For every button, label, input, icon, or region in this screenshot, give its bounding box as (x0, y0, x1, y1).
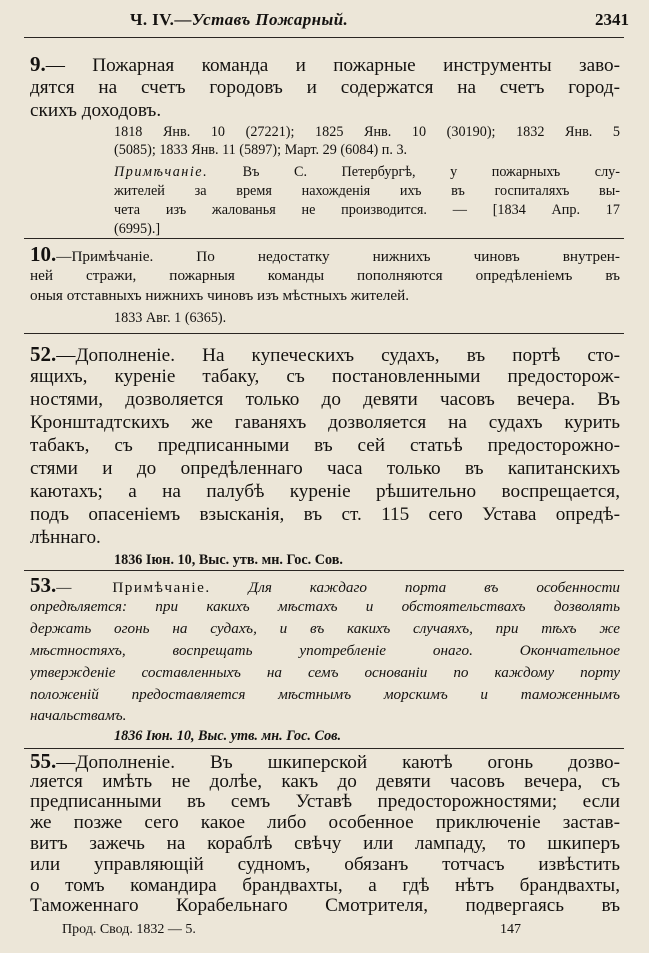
article-text-line: о томъ командира брандвахты, а гдѣ нѣтъ брандвахты, (30, 876, 620, 896)
note-line: (6995).] (114, 222, 161, 237)
article-text-line: лѣннаго. (30, 528, 101, 548)
citation-line: 1836 Іюн. 10, Выс. утв. мн. Гос. Сов. (114, 553, 343, 568)
article-text-line: 53.— Примѣчаніе. Для каждаго порта въ особенности (30, 575, 620, 596)
section-rule (24, 748, 624, 749)
running-header (0, 10, 649, 34)
note-line: Примѣчаніе. Въ С. Петербургѣ, у пожарныхъ слу- (114, 165, 620, 180)
section-rule (24, 333, 624, 334)
article-text-line: ней стражи, пожарныя команды пополняются опредѣленіемъ въ (30, 268, 620, 284)
article-text-line: положеній предоставляется мѣстнымъ морскимъ и таможеннымъ (30, 687, 620, 703)
article-text-line: Кронштадтскихъ же гаваняхъ дозволяется на судахъ курить (30, 413, 620, 433)
article-number: 9. (30, 54, 46, 76)
footer-page-number: 147 (500, 922, 521, 937)
article-text-line: скихъ доходовъ. (30, 101, 162, 121)
article-text-line: мѣстностяхъ, воспрещать употребленіе онаго. Окончательное (30, 643, 620, 659)
footer-signature: Прод. Свод. 1832 — 5. (62, 922, 196, 937)
note-line: жителей за время нахожденія ихъ въ госпиталяхъ вы- (114, 184, 620, 199)
article-text-line: или управляющій судномъ, обязанъ тотчасъ извѣстить (30, 855, 620, 875)
article-number: 55. (30, 751, 57, 773)
header-chapter: Ч. IV.— (130, 10, 192, 29)
article-text-line: 52.—Дополненіе. На купеческихъ судахъ, въ портѣ сто- (30, 344, 620, 366)
citation-line: 1836 Іюн. 10, Выс. утв. мн. Гос. Сов. (114, 729, 342, 744)
article-text-line: оныя отставныхъ нижнихъ чиновъ изъ мѣстныхъ жителей. (30, 288, 409, 304)
article-text-line: табакъ, съ предписанными въ сей статьѣ предосторожно- (30, 436, 620, 456)
article-text-line: опредѣляется: при какихъ мѣстахъ и обстоятельствахъ дозволять (30, 599, 620, 615)
article-text-line: ляется имѣть не долѣе, какъ до девяти часовъ вечера, съ (30, 772, 620, 792)
citation-line: 1833 Авг. 1 (6365). (114, 311, 227, 326)
section-rule (24, 570, 624, 571)
article-text-line: ностями, дозволяется только до девяти часовъ вечера. Въ (30, 390, 620, 410)
article-number: 53. (30, 575, 57, 596)
header-title (130, 10, 348, 30)
article-text-line: держать огонь на судахъ, и въ какихъ случаяхъ, при тѣхъ же (30, 621, 620, 637)
note-label: — Примѣчаніе. (56, 579, 211, 596)
article-text-line: дятся на счетъ городовъ и содержатся на счетъ город- (30, 78, 620, 98)
note-line: чета изъ жалованья не производится. — [1834 Апр. 17 (114, 203, 620, 218)
article-text-line: же позже сего какое либо особенное приключеніе застав- (30, 813, 620, 833)
article-text-line: 55.—Дополненіе. Въ шкиперской каютѣ огонь дозво- (30, 751, 620, 773)
article-text-line: стями и до опредѣленнаго часа только въ капитанскихъ (30, 459, 620, 479)
article-text-line: подъ опасеніемъ взысканія, въ ст. 115 сего Устава опредѣ- (30, 505, 620, 525)
article-text-line: начальствамъ. (30, 708, 127, 724)
article-text-line: утвержденіе составленныхъ на семъ основаніи по каждому порту (30, 665, 620, 681)
article-text-line: каютахъ; а на палубѣ куреніе рѣшительно воспрещается, (30, 482, 620, 502)
article-number: 10. (30, 244, 57, 265)
header-rule (24, 37, 624, 38)
article-text-line: 10.—Примѣчаніе. По недостатку нижнихъ чиновъ внутрен- (30, 244, 620, 265)
section-rule (24, 238, 624, 239)
article-number: 52. (30, 344, 57, 366)
article-text-line: предписанными въ семъ Уставѣ предосторожностями; если (30, 792, 620, 812)
article-text-line: Таможеннаго Корабельнаго Смотрителя, подвергаясь въ (30, 896, 620, 916)
article-text-line: ящихъ, куреніе табаку, съ постановленными предосторож- (30, 367, 620, 387)
column-number: 2341 (595, 10, 629, 29)
note-label: Примѣчаніе. (114, 165, 209, 180)
article-text-line: 9.— Пожарная команда и пожарные инструменты заво- (30, 54, 620, 76)
citation-line: (5085); 1833 Янв. 11 (5897); Март. 29 (6084) п. 3. (114, 143, 408, 158)
article-text-line: витъ зажечь на кораблѣ свѣчу или лампаду, то шкиперъ (30, 834, 620, 854)
header-statute: Уставъ Пожарный. (191, 10, 349, 29)
citation-line: 1818 Янв. 10 (27221); 1825 Янв. 10 (30190); 1832 Янв. 5 (114, 125, 620, 140)
